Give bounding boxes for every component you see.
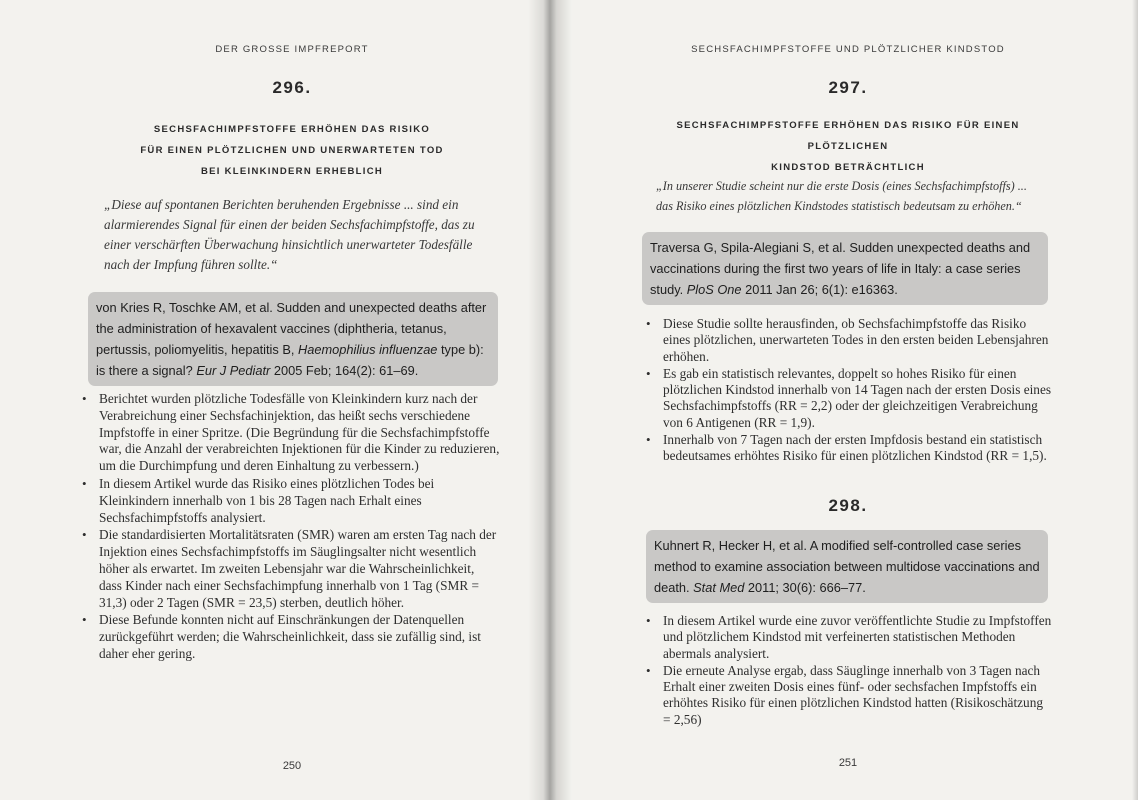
bullet-item: • Diese Studie sollte herausfinden, ob Sechsfachimpfstoffe das Risiko eines plötzlichen, unerwarteten Todes in den ersten beiden Lebensjahren erhöhen. [646,316,1052,365]
reference-box [88,292,498,386]
entry-number: 297. [828,78,868,97]
quote [656,176,1054,216]
entry-title-line: BEI KLEINKINDERN ERHEBLICH [200,166,384,177]
reference-citation: 2005 Feb; 164(2): 61–69. [270,363,419,378]
reference-journal: Stat Med [693,580,745,595]
quote-line: alarmierendes Signal für einen der beiden Sechsfachimpfstoffe, das zu [104,217,475,232]
reference-text: von Kries R, Toschke AM, et al. Sudden and unexpected deaths after the administration of hexavalent vaccines (diphtheria, tetanus, pertussis, poliomyelitis, hepatitis B, [96,300,487,357]
running-head: SECHSFACHIMPFSTOFFE UND PLÖTZLICHER KINDSTOD [691,44,1005,55]
entry-title-line: SECHSFACHIMPFSTOFFE ERHÖHEN DAS RISIKO FÜR EINEN PLÖTZLICHEN [676,120,1020,152]
bullet-list [646,613,1052,729]
page-number: 251 [838,757,858,769]
bullet-item: • Die standardisierten Mortalitätsraten (SMR) waren am ersten Tag nach der Injektion eines Sechsfachimpfstoffs im Säuglingsalter nicht wesentlich höher als erwartet. Im zweiten Lebensjahr war die Wahrscheinlichkeit, dass Kinder nach einer Sechsfachimpfung innerhalb von 1 Tag (SMR = 31,3) oder 2 Tagen (SMR = 23,5) sterben, deutlich höher. [82,527,500,611]
bullet-item: • Diese Befunde konnten nicht auf Einschränkungen der Datenquellen zurückgeführt werden; die Wahrscheinlichkeit, dass sie zufällig sind, ist daher eher gering. [82,612,500,662]
reference-text: type b): is there a signal? [96,342,484,378]
bullet-item: • Innerhalb von 7 Tagen nach der ersten Impfdosis bestand ein statistisch bedeutsames erhöhtes Risiko für einen plötzlichen Kindstod (RR = 1,5). [646,432,1052,465]
bullet-item: • Die erneute Analyse ergab, dass Säuglinge innerhalb von 3 Tagen nach Erhalt einer zweiten Dosis eines fünf- oder sechsfachen Impfstoffs ein erhöhtes Risiko für einen plötzlichen Kindstod hatten (Risikoschätzung = 2,56) [646,663,1052,728]
quote-line: das Risiko eines plötzlichen Kindstodes statistisch bedeutsam zu erhöhen.“ [656,199,1022,213]
entry-title [82,119,502,182]
entry-title-line: KINDSTOD BETRÄCHTLICH [771,162,925,173]
entry-number: 298. [828,496,868,515]
reference-journal: Eur J Pediatr [196,363,271,378]
reference-box [642,232,1048,305]
right-page [642,0,1054,800]
reference-box [646,530,1048,603]
reference-text: Kuhnert R, Hecker H, et al. A modified self-controlled case series method to examine association between multidose vaccinations and death. [654,538,1040,595]
page-edge-shadow [1132,0,1138,800]
entry-title [642,115,1054,178]
page-number: 250 [282,760,302,772]
entry-title-line: SECHSFACHIMPFSTOFFE ERHÖHEN DAS RISIKO [153,124,431,135]
quote-line: einer verschärften Überwachung hinsichtlich unerwarteter Todesfälle [104,237,473,252]
bullet-item: • In diesem Artikel wurde eine zuvor veröffentlichte Studie zu Impfstoffen und plötzlichem Kindstod mit verfeinerten statistischen Methoden abermals analysiert. [646,613,1052,662]
quote-line: nach der Impfung führen sollte.“ [104,257,278,272]
bullet-item: • In diesem Artikel wurde das Risiko eines plötzlichen Todes bei Kleinkindern innerhalb von 1 bis 28 Tagen nach Erhalt eines Sechsfachimpfstoffs analysiert. [82,476,500,526]
left-page [82,0,502,800]
reference-citation: 2011 Jan 26; 6(1): e16363. [741,282,898,297]
quote-line: „Diese auf spontanen Berichten beruhenden Ergebnisse ... sind ein [104,197,459,212]
entry-title-line: FÜR EINEN PLÖTZLICHEN UND UNERWARTETEN TOD [140,145,444,156]
quote-line: „In unserer Studie scheint nur die erste Dosis (eines Sechsfachimpfstoffs) ... [656,179,1027,193]
reference-journal: PloS One [686,282,742,297]
book-gutter [528,0,572,800]
running-head: DER GROSSE IMPFREPORT [215,44,369,55]
quote [104,195,504,275]
bullet-list [82,391,500,664]
reference-citation: 2011; 30(6): 666–77. [744,580,866,595]
bullet-list [646,316,1052,466]
bullet-item: • Berichtet wurden plötzliche Todesfälle von Kleinkindern kurz nach der Verabreichung einer Sechsfachinjektion, das heißt sechs verschiedene Impfstoffe in einer Spritze. (Die Begründung für die Sechsfachimpfstoffe war, die Anzahl der verabreichten Injektionen für die Kinder zu reduzieren, um die Durchimpfung und deren Einhaltung zu verbessern.) [82,391,500,475]
entry-number: 296. [272,78,312,97]
reference-text: Traversa G, Spila-Alegiani S, et al. Sudden unexpected deaths and vaccinations during the first two years of life in Italy: a case series study. [650,240,1031,297]
bullet-item: • Es gab ein statistisch relevantes, doppelt so hohes Risiko für einen plötzlichen Kindstod innerhalb von 14 Tagen nach der ersten Dosis eines Sechsfachimpfstoffs (RR = 2,2) oder der gleichzeitigen Verabreichung von 6 Antigenen (RR = 1,9). [646,366,1052,431]
reference-italic: Haemophilius influenzae [298,342,438,357]
